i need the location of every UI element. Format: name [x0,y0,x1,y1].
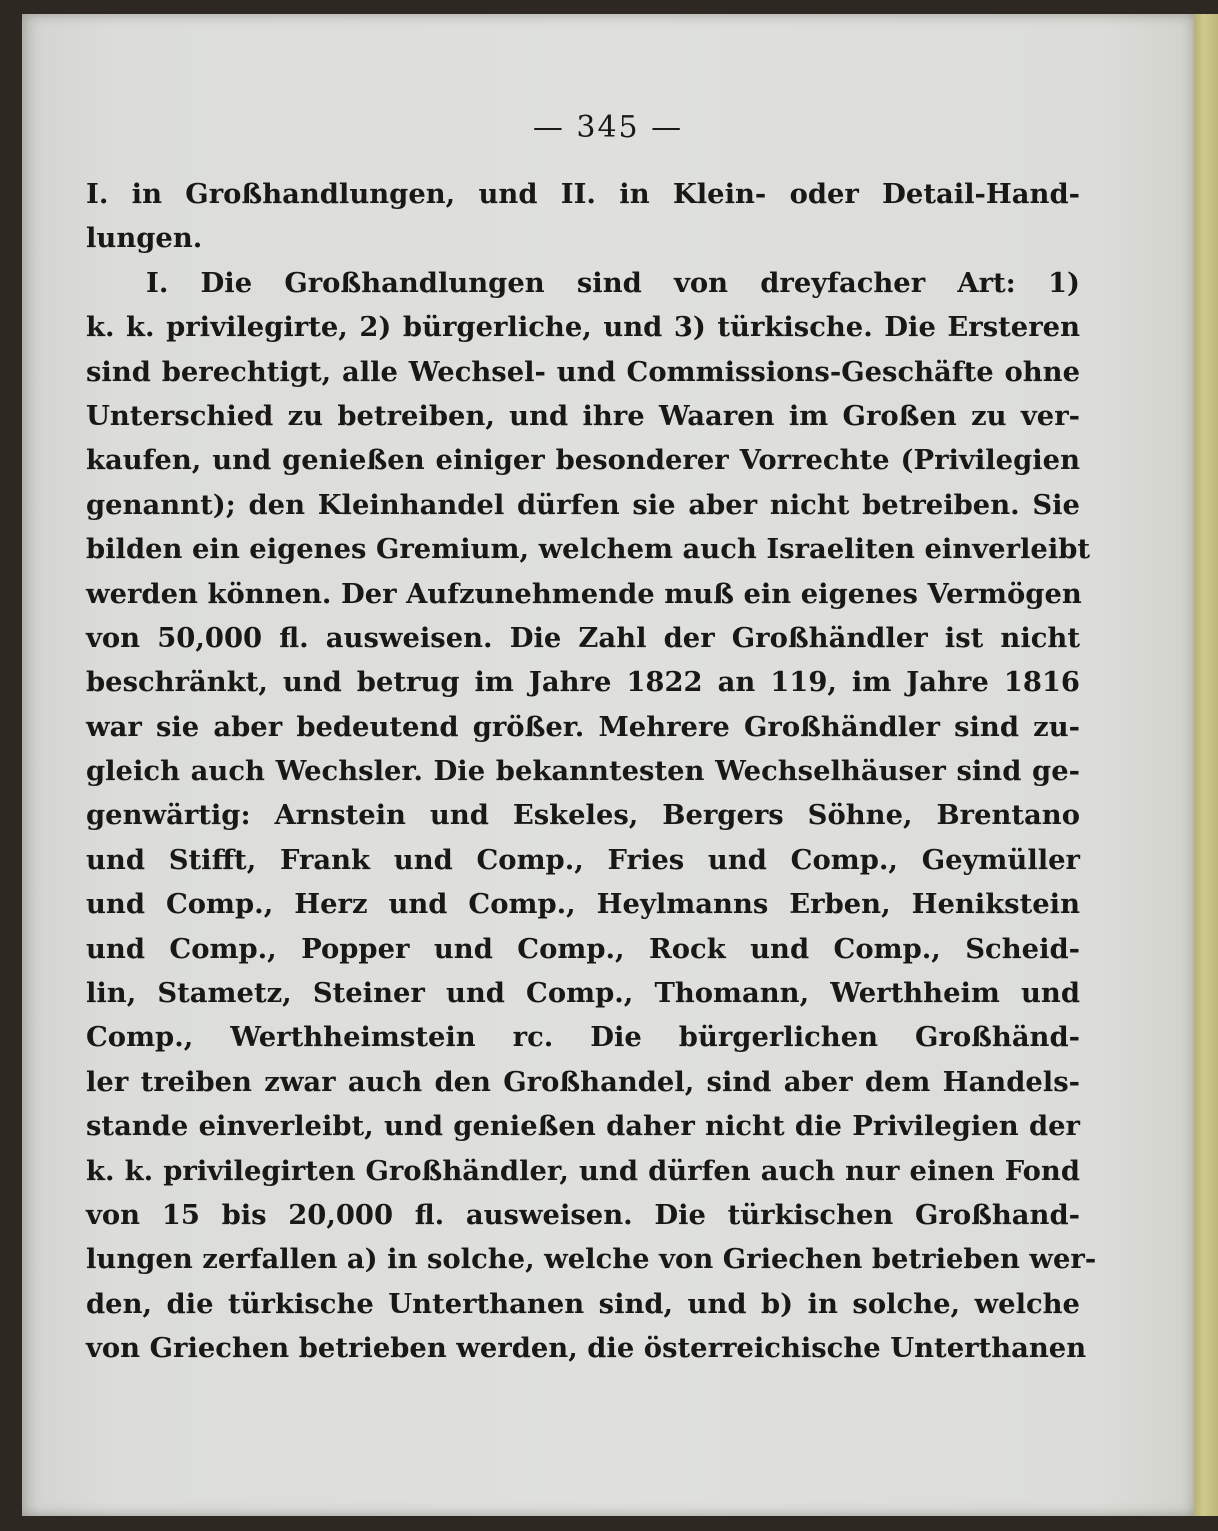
text-line: den, die türkische Unterthanen sind, und b) in solche, welche [86,1287,1080,1320]
text-line: lungen. [86,222,203,255]
page-number: — 345 — [532,110,684,145]
text-line: I. in Großhandlungen, und II. in Klein- oder Detail-Hand- [86,178,1080,210]
text-line: bilden ein eigenes Gremium, welchem auch Israeliten einverleibt [86,533,1091,566]
text-line: genannt); den Kleinhandel dürfen sie aber nicht betreiben. Sie [86,488,1080,521]
text-line: Unterschied zu betreiben, und ihre Waaren im Großen zu ver- [86,399,1080,432]
text-line: kaufen, und genießen einiger besonderer Vorrechte (Privilegien [86,444,1080,477]
text-line: gleich auch Wechsler. Die bekanntesten Wechselhäuser sind ge- [86,755,1080,788]
text-line: lin, Stametz, Steiner und Comp., Thomann, Werthheim und [86,977,1080,1010]
text-line: von Griechen betrieben werden, die österreichische Unterthanen [86,1332,1087,1365]
text-line: k. k. privilegirte, 2) bürgerliche, und 3) türkische. Die Ersteren [86,311,1080,344]
text-line: k. k. privilegirten Großhändler, und dürfen auch nur einen Fond [86,1154,1080,1187]
text-line: stande einverleibt, und genießen daher nicht die Privilegien der [86,1110,1080,1143]
text-line: werden können. Der Aufzunehmende muß ein eigenes Vermögen [86,577,1082,610]
text-line: war sie aber bedeutend größer. Mehrere Großhändler sind zu- [86,710,1080,743]
book-page [22,14,1194,1516]
text-line: und Comp., Popper und Comp., Rock und Comp., Scheid- [86,932,1080,965]
text-line: ler treiben zwar auch den Großhandel, sind aber dem Handels- [86,1065,1080,1098]
text-line: I. Die Großhandlungen sind von dreyfacher Art: 1) [146,266,1080,299]
text-line: sind berechtigt, alle Wechsel- und Commissions-Geschäfte ohne [86,355,1080,388]
page-edge [1194,14,1218,1516]
text-line: von 50,000 fl. ausweisen. Die Zahl der Großhändler ist nicht [86,621,1080,654]
text-line: genwärtig: Arnstein und Eskeles, Bergers Söhne, Brentano [86,799,1080,832]
text-line: von 15 bis 20,000 fl. ausweisen. Die türkischen Großhand- [86,1198,1080,1231]
text-line: und Stifft, Frank und Comp., Fries und Comp., Geymüller [86,843,1080,876]
text-line: Comp., Werthheimstein rc. Die bürgerlichen Großhänd- [86,1021,1080,1054]
text-line: beschränkt, und betrug im Jahre 1822 an 119, im Jahre 1816 [86,666,1080,699]
body-text [86,172,1097,1371]
text-line: lungen zerfallen a) in solche, welche von Griechen betrieben wer- [86,1243,1097,1276]
text-line: und Comp., Herz und Comp., Heylmanns Erben, Henikstein [86,888,1080,921]
